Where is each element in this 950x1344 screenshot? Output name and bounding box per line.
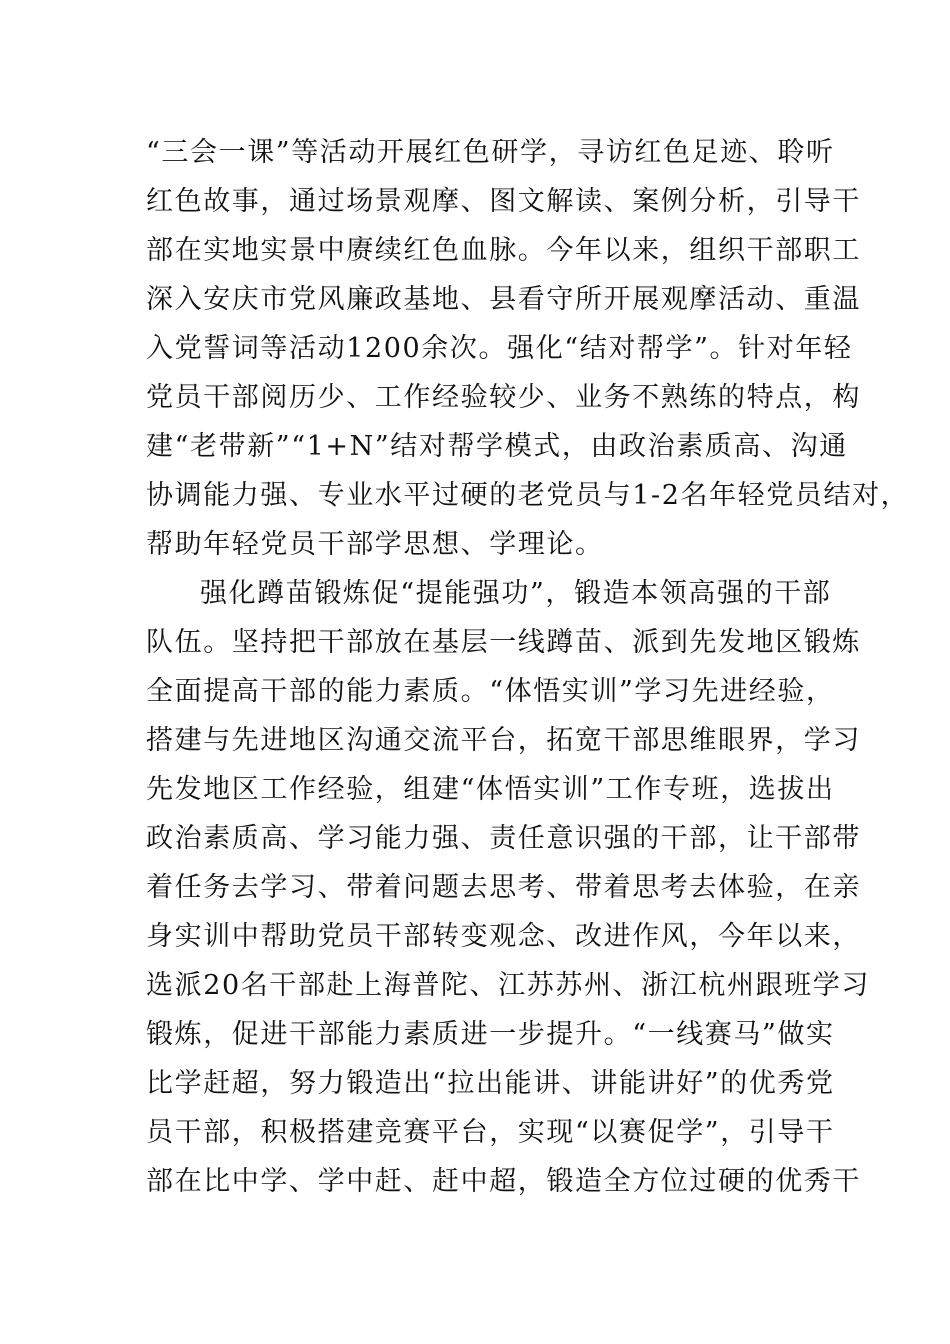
text-line: 着任务去学习、带着问题去思考、带着思考去体验，在亲	[146, 872, 861, 903]
text-line: 比学赶超，努力锻造出“拉出能讲、讲能讲好”的优秀党	[146, 1068, 835, 1099]
text-line: 建“老带新”“1+N”结对帮学模式，由政治素质高、沟通	[146, 431, 848, 462]
text-line: 部在实地实景中赓续红色血脉。今年以来，组织干部职工	[146, 235, 861, 266]
text-line: 政治素质高、学习能力强、责任意识强的干部，让干部带	[146, 823, 861, 854]
text-line: 搭建与先进地区沟通交流平台，拓宽干部思维眼界，学习	[146, 725, 861, 756]
text-line: 选派20名干部赴上海普陀、江苏苏州、浙江杭州跟班学习	[146, 970, 870, 1001]
text-line: 员干部，积极搭建竞赛平台，实现“以赛促学”，引导干	[146, 1117, 835, 1148]
text-line: “三会一课”等活动开展红色研学，寻访红色足迹、聆听	[146, 137, 835, 168]
text-line: 部在比中学、学中赶、赶中超，锻造全方位过硬的优秀干	[146, 1166, 861, 1197]
text-line: 锻炼，促进干部能力素质进一步提升。“一线赛马”做实	[146, 1019, 835, 1050]
text-line: 队伍。坚持把干部放在基层一线蹲苗、派到先发地区锻炼	[146, 627, 861, 658]
text-line: 红色故事，通过场景观摩、图文解读、案例分析，引导干	[146, 186, 861, 217]
text-line: 身实训中帮助党员干部转变观念、改进作风，今年以来，	[146, 921, 861, 952]
text-line: 深入安庆市党风廉政基地、县看守所开展观摩活动、重温	[146, 284, 861, 315]
paragraph-start-line: 强化蹲苗锻炼促“提能强功”，锻造本领高强的干部	[200, 578, 832, 609]
text-line: 先发地区工作经验，组建“体悟实训”工作专班，选拔出	[146, 774, 835, 805]
text-line: 党员干部阅历少、工作经验较少、业务不熟练的特点，构	[146, 382, 861, 413]
text-line: 帮助年轻党员干部学思想、学理论。	[146, 529, 604, 560]
text-line: 入党誓词等活动1200余次。强化“结对帮学”。针对年轻	[146, 333, 853, 364]
document-body	[146, 128, 910, 1206]
text-line: 协调能力强、专业水平过硬的老党员与1-2名年轻党员结对，	[146, 480, 910, 511]
text-line: 全面提高干部的能力素质。“体悟实训”学习先进经验，	[146, 676, 835, 707]
